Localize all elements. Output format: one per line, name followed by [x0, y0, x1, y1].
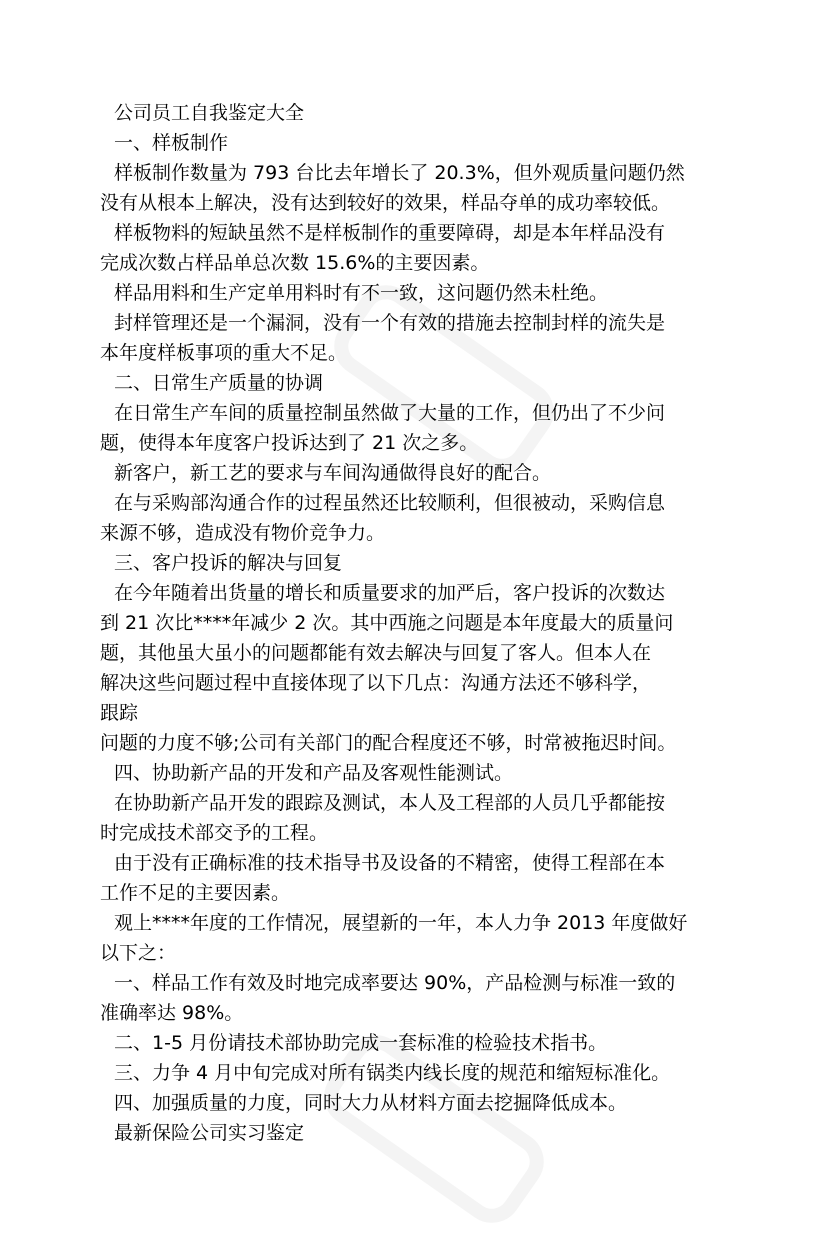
body-line: 以下之： — [100, 942, 177, 964]
body-line: 样品用料和生产定单用料时有不一致，这问题仍然未杜绝。 — [114, 282, 609, 304]
body-line: 在今年随着出货量的增长和质量要求的加严后，客户投诉的次数达 — [114, 582, 666, 604]
body-line: 在日常生产车间的质量控制虽然做了大量的工作，但仍出了不少问 — [114, 402, 666, 424]
body-line: 三、力争 4 月中旬完成对所有锅类内线长度的规范和缩短标准化。 — [114, 1062, 671, 1084]
body-line: 工作不足的主要因素。 — [100, 882, 291, 904]
body-line: 二、日常生产质量的协调 — [114, 372, 324, 394]
body-line: 题，使得本年度客户投诉达到了 21 次之多。 — [100, 432, 479, 454]
body-line: 一、样板制作 — [114, 132, 229, 154]
body-line: 三、客户投诉的解决与回复 — [114, 552, 343, 574]
body-line: 四、加强质量的力度，同时大力从材料方面去挖掘降低成本。 — [114, 1092, 628, 1114]
body-line: 问题的力度不够;公司有关部门的配合程度还不够，时常被拖迟时间。 — [100, 732, 677, 754]
document-page — [100, 98, 760, 1148]
body-line: 没有从根本上解决，没有达到较好的效果，样品夺单的成功率较低。 — [100, 192, 671, 214]
body-line: 四、协助新产品的开发和产品及客观性能测试。 — [114, 762, 514, 784]
document-body — [100, 128, 760, 1148]
body-line: 由于没有正确标准的技术指导书及设备的不精密，使得工程部在本 — [114, 852, 666, 874]
body-line: 在与采购部沟通合作的过程虽然还比较顺利，但很被动，采购信息 — [114, 492, 666, 514]
body-line: 到 21 次比****年减少 2 次。其中西施之问题是本年度最大的质量问 — [100, 612, 674, 634]
body-line: 样板物料的短缺虽然不是样板制作的重要障碍，却是本年样品没有 — [114, 222, 666, 244]
document-title: 公司员工自我鉴定大全 — [114, 102, 305, 124]
body-line: 时完成技术部交予的工程。 — [100, 822, 329, 844]
body-line: 准确率达 98%。 — [100, 1002, 244, 1024]
body-line: 样板制作数量为 793 台比去年增长了 20.3%，但外观质量问题仍然 — [114, 162, 685, 184]
body-line: 一、样品工作有效及时地完成率要达 90%，产品检测与标准一致的 — [114, 972, 676, 994]
body-line: 跟踪 — [100, 702, 139, 724]
body-line: 来源不够，造成没有物价竞争力。 — [100, 522, 386, 544]
body-line: 完成次数占样品单总次数 15.6%的主要因素。 — [100, 252, 490, 274]
body-line: 封样管理还是一个漏洞，没有一个有效的措施去控制封样的流失是 — [114, 312, 666, 334]
body-line: 二、1-5 月份请技术部协助完成一套标准的检验技术指书。 — [114, 1032, 608, 1054]
body-line: 题，其他虽大虽小的问题都能有效去解决与回复了客人。但本人在 — [100, 642, 652, 664]
body-line: 解决这些问题过程中直接体现了以下几点：沟通方法还不够科学， — [100, 672, 652, 694]
body-line: 新客户，新工艺的要求与车间沟通做得良好的配合。 — [114, 462, 552, 484]
body-line: 最新保险公司实习鉴定 — [114, 1122, 305, 1144]
body-line: 本年度样板事项的重大不足。 — [100, 342, 348, 364]
body-line: 观上****年度的工作情况，展望新的一年，本人力争 2013 年度做好 — [114, 912, 688, 934]
body-line: 在协助新产品开发的跟踪及测试，本人及工程部的人员几乎都能按 — [114, 792, 666, 814]
